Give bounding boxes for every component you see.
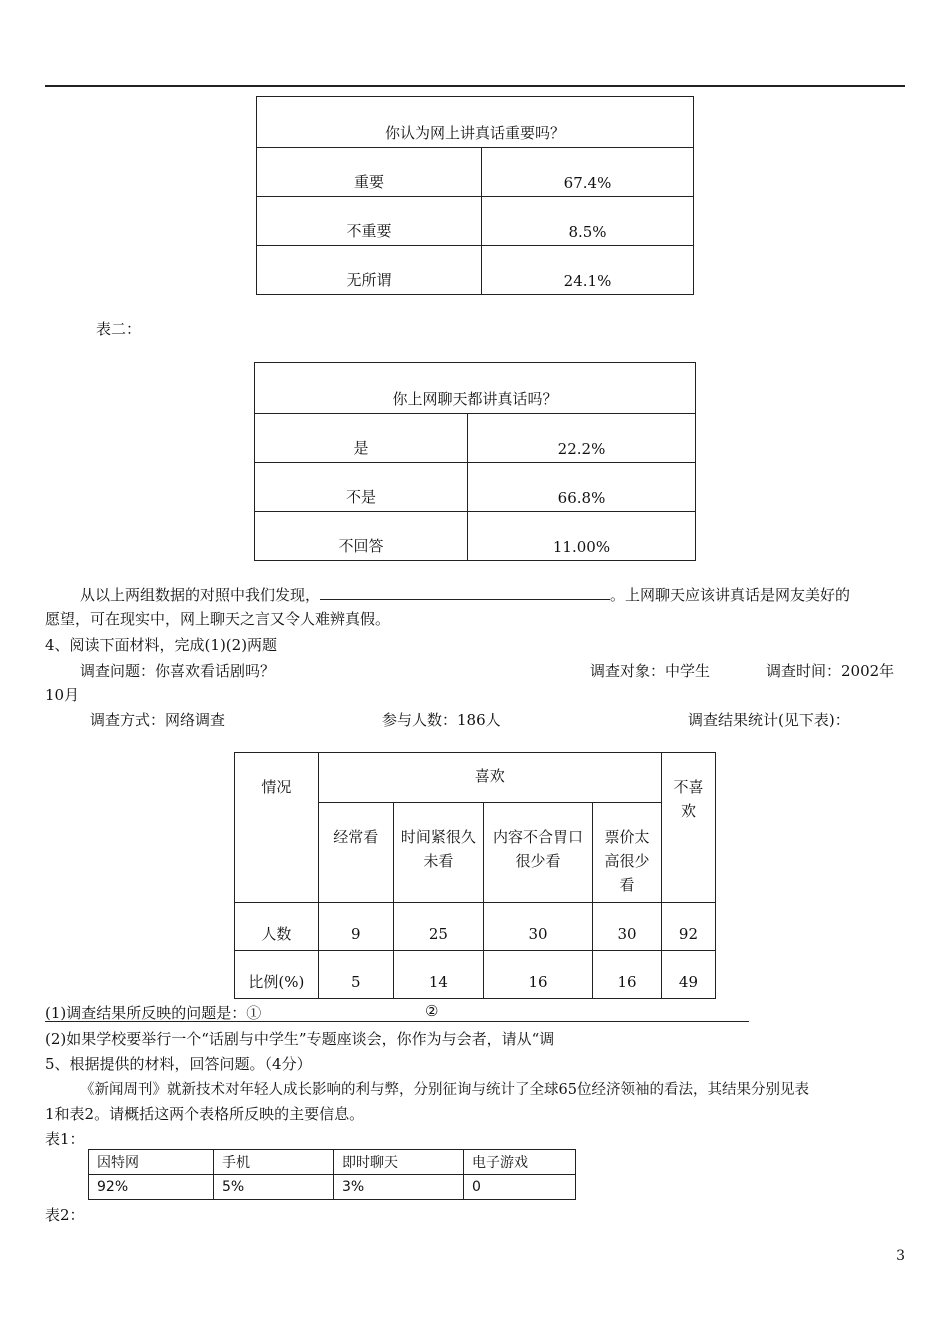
answer-mark-2: ②: [425, 1002, 439, 1020]
question-4-title: 4、阅读下面材料，完成(1)(2)两题: [45, 636, 278, 654]
q5-table1-caption: 表1：: [45, 1130, 85, 1148]
row-label: 人数: [235, 903, 319, 951]
header-dislike: 不喜欢: [661, 753, 715, 903]
row-label: 不是: [255, 463, 468, 512]
drama-survey-table: [234, 752, 716, 999]
cell: 3%: [334, 1175, 464, 1200]
paragraph-1-line-2: 愿望，可在现实中，网上聊天之言又令人难辨真假。: [45, 610, 391, 628]
cell: 5%: [214, 1175, 334, 1200]
cell: 92: [661, 903, 715, 951]
cell: 0: [464, 1175, 576, 1200]
header-like: 喜欢: [318, 753, 661, 803]
survey-stats-note: 调查结果统计(见下表)：: [688, 711, 850, 729]
table-question: 你上网聊天都讲真话吗？: [255, 363, 696, 414]
paragraph-1-line-1: [80, 584, 850, 605]
table-row: [89, 1150, 576, 1175]
survey-question: 调查问题：你喜欢看话剧吗？: [80, 662, 276, 680]
cell: 25: [393, 903, 483, 951]
cell: 16: [593, 951, 662, 999]
answer-blank[interactable]: [320, 599, 610, 600]
row-value: 66.8%: [468, 463, 696, 512]
cell: 30: [593, 903, 662, 951]
subheader: 时间紧很久未看: [393, 803, 483, 903]
row-label: 是: [255, 414, 468, 463]
survey-participants: 参与人数：186人: [382, 711, 501, 729]
question-5-title: 5、根据提供的材料，回答问题。（4分）: [45, 1055, 312, 1073]
header-situation: 情况: [235, 753, 319, 903]
question-5-text-2: 1和表2。请概括这两个表格所反映的主要信息。: [45, 1105, 365, 1123]
table-row: [235, 951, 716, 999]
survey-month: 10月: [45, 686, 80, 704]
q5-table-1: [88, 1149, 576, 1200]
table-row: [257, 148, 694, 197]
sub-question-1: [45, 1002, 749, 1022]
cell: 14: [393, 951, 483, 999]
row-label: 无所谓: [257, 246, 482, 295]
survey-table-2: [254, 362, 696, 561]
header-cell: 电子游戏: [464, 1150, 576, 1175]
row-label: 不回答: [255, 512, 468, 561]
sub-question-1-text: (1)调查结果所反映的问题是：①: [45, 1004, 262, 1022]
q5-table2-caption: 表2：: [45, 1206, 85, 1224]
cell: 16: [483, 951, 592, 999]
row-value: 8.5%: [482, 197, 694, 246]
table-row: [257, 197, 694, 246]
cell: 9: [318, 903, 393, 951]
table-row: [89, 1175, 576, 1200]
subheader: 内容不合胃口很少看: [483, 803, 592, 903]
survey-target: 调查对象：中学生: [590, 662, 711, 680]
table-row: [257, 246, 694, 295]
paragraph-text: 。上网聊天应该讲真话是网友美好的: [610, 586, 851, 604]
row-value: 24.1%: [482, 246, 694, 295]
survey-table-1: [256, 96, 694, 295]
subheader: 票价太高很少看: [593, 803, 662, 903]
row-label: 不重要: [257, 197, 482, 246]
header-cell: 即时聊天: [334, 1150, 464, 1175]
row-value: 11.00%: [468, 512, 696, 561]
cell: 92%: [89, 1175, 214, 1200]
table2-caption: 表二：: [96, 320, 142, 338]
table-question: 你认为网上讲真话重要吗？: [257, 97, 694, 148]
row-value: 22.2%: [468, 414, 696, 463]
sub-question-2: (2)如果学校要举行一个“话剧与中学生”专题座谈会，你作为与会者，请从“调: [45, 1030, 555, 1048]
row-label: 比例(%): [235, 951, 319, 999]
row-value: 67.4%: [482, 148, 694, 197]
header-rule: [45, 85, 905, 87]
cell: 5: [318, 951, 393, 999]
subheader: 经常看: [318, 803, 393, 903]
table-row: [255, 512, 696, 561]
header-cell: 手机: [214, 1150, 334, 1175]
survey-time: 调查时间：2002年: [766, 662, 895, 680]
question-5-text-1: 《新闻周刊》就新技术对年轻人成长影响的利与弊，分别征询与统计了全球65位经济领袖的看法，其结果分别见表: [80, 1082, 809, 1098]
page-number: 3: [896, 1248, 905, 1264]
paragraph-text: 从以上两组数据的对照中我们发现，: [80, 586, 321, 604]
row-label: 重要: [257, 148, 482, 197]
survey-method: 调查方式：网络调查: [90, 711, 226, 729]
table-row: [255, 414, 696, 463]
cell: 30: [483, 903, 592, 951]
cell: 49: [661, 951, 715, 999]
table-row: [235, 903, 716, 951]
table-row: [255, 463, 696, 512]
header-cell: 因特网: [89, 1150, 214, 1175]
